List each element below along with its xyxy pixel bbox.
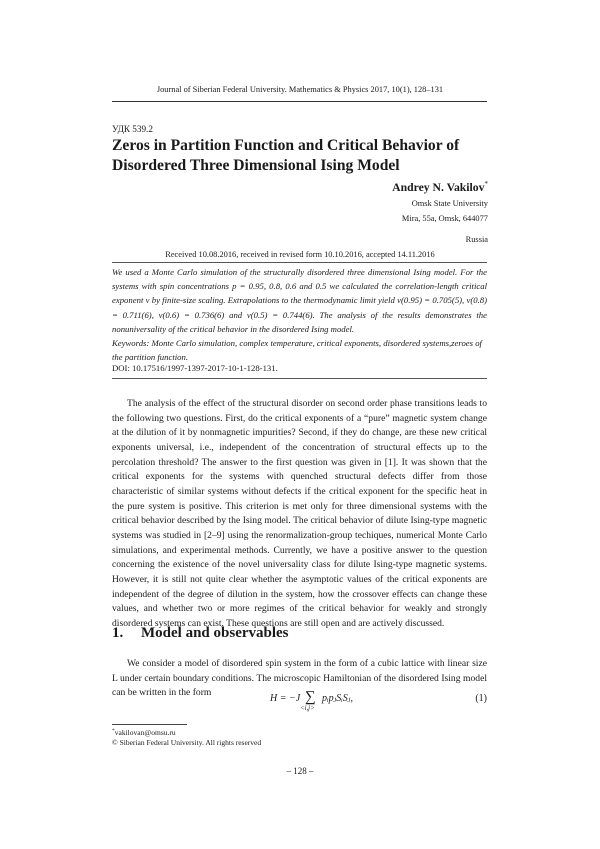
- paper-title: Zeros in Partition Function and Critical Behavior of Disordered Three Dimensional Ising Model: [112, 137, 460, 174]
- equation-number: (1): [475, 693, 487, 704]
- affiliation-country: Russia: [465, 235, 488, 244]
- affiliation-address: Mira, 55a, Omsk, 644077: [401, 214, 488, 223]
- keywords: Keywords: Monte Carlo simulation, complex temperature, critical exponents, disordered systems,zeroes of the partition function.: [112, 338, 482, 362]
- doi: DOI: 10.17516/1997-1397-2017-10-1-128-131.: [112, 363, 278, 373]
- author-footnote-mark: *: [484, 180, 488, 188]
- page-number: – 128 –: [286, 766, 314, 776]
- running-head: Journal of Siberian Federal University. Mathematics & Physics 2017, 10(1), 128–131: [156, 85, 444, 94]
- equation-rhs: pᵢpⱼSᵢSⱼ,: [322, 693, 353, 704]
- received-dates: Received 10.08.2016, received in revised form 10.10.2016, accepted 14.11.2016: [165, 250, 435, 259]
- abstract-top-rule: [112, 262, 487, 263]
- header-rule: [112, 101, 487, 102]
- udk-code: УДК 539.2: [112, 124, 153, 134]
- model-paragraph: We consider a model of disordered spin system in the form of a cubic lattice with linear size L under certain boundary conditions. The microscopic Hamiltonian of the disordered Ising model can be written in the form: [112, 658, 487, 699]
- section-heading: [112, 625, 289, 642]
- hamiltonian-equation: [112, 690, 487, 716]
- footnote-copyright: © Siberian Federal University. All rights reserved: [112, 738, 262, 747]
- abstract: We used a Monte Carlo simulation of the structurally disordered three dimensional Ising model. For the systems with spin concentrations p = 0.95, 0.8, 0.6 and 0.5 we calculated the correlation-length critical exponent ν by finite-size scaling. Extrapolations to the thermodynamic limit yield ν(0.95) = 0.705(5), ν(0.8) = 0.711(6), ν(0.6) = 0.736(6) and ν(0.5) = 0.744(6). The analysis of the results demonstrates the nonuniversality of the critical behavior in the disordered Ising model.: [112, 267, 487, 334]
- footnote-email-text: vakilovan@omsu.ru: [114, 728, 176, 737]
- footnote-mark: *: [112, 728, 115, 734]
- affiliation-org: Omsk State University: [411, 199, 488, 208]
- author-name-text: Andrey N. Vakilov: [392, 181, 485, 194]
- author-name: [392, 180, 488, 194]
- intro-paragraph: The analysis of the effect of the structural disorder on second order phase transitions leads to the following two questions. First, do the critical exponents of a “pure” magnetic system change at the dilution of it by nonmagnetic impurities? Second, if they do change, are these new critical exponents universal, i.e., independent of the concentration of structural effects up to the percolation threshold? The answer to the first question was given in [1]. It was shown that the critical exponents for the systems with quenched structural defects differ from those characteristic of similar systems without defects if the critical exponent for the specific heat in the pure system is positive. This criterion is met only for three dimensional systems with the critical behavior described by the Ising model. The critical behavior of dilute Ising-type magnetic systems was studied in [2–9] using the renormalization-group techiques, numerical Monte Carlo simulations, and experimental methods. Currently, we have a positive answer to the question concerning the existence of the novel universality class for dilute Ising-type magnetic systems. However, it is still not quite clear whether the asymptotic values of the critical exponents are independent of the degree of dilution in the system, how the crossover effects can change these values, and whether two or more regimes of the critical behavior for weakly and strongly disordered systems can exist. These questions are still open and are actively discussed.: [112, 398, 487, 629]
- abstract-bottom-rule: [112, 378, 487, 379]
- section-title: Model and observables: [141, 625, 289, 641]
- equation-lhs: H = −J: [270, 693, 301, 704]
- section-number: 1.: [112, 625, 124, 641]
- footnote-rule: [112, 724, 187, 725]
- footnote-email: [112, 728, 176, 737]
- equation-sum-symbol: ∑: [305, 689, 316, 705]
- equation-sum-subscript: <i,j>: [300, 705, 315, 712]
